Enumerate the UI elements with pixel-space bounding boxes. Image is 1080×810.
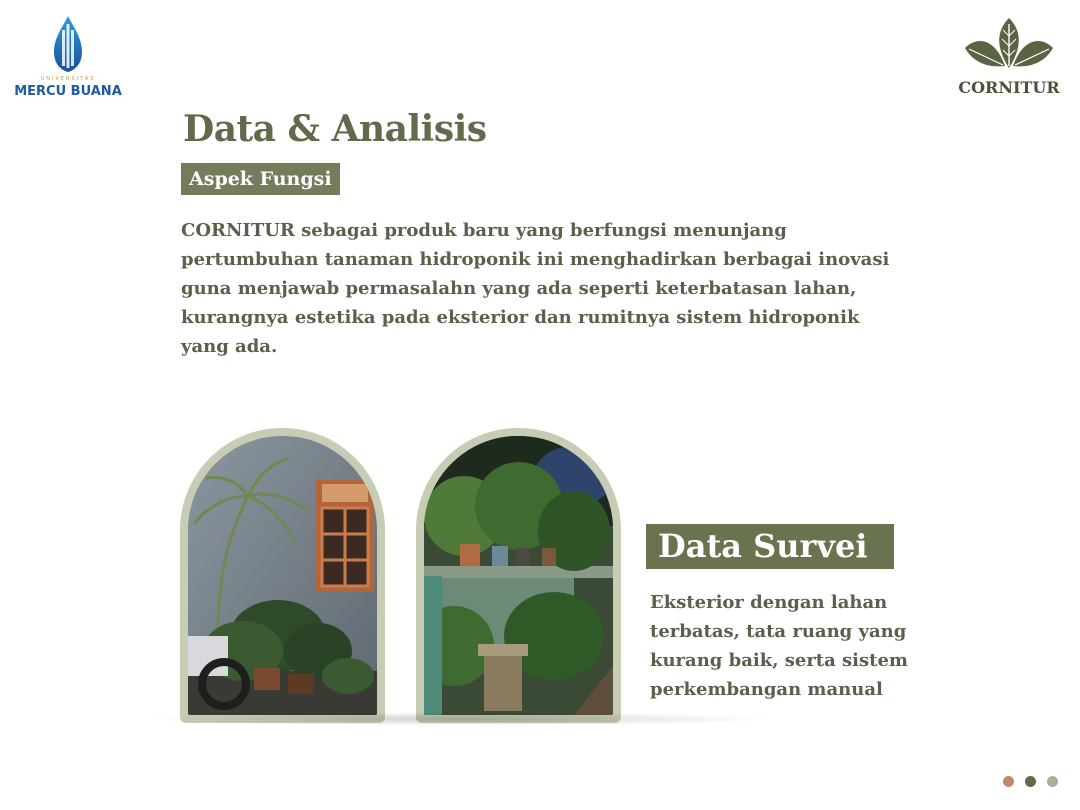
survey-photo-garden <box>416 428 621 723</box>
slide-pager <box>1003 776 1063 788</box>
brand-logo <box>946 16 1072 100</box>
pager-dot-2[interactable] <box>1025 776 1036 787</box>
page-title: Data & Analisis <box>183 108 487 150</box>
university-logo <box>14 14 122 104</box>
intro-paragraph: CORNITUR sebagai produk baru yang berfungsi menunjang pertumbuhan tanaman hidroponik ini menghadirkan berbagai inovasi guna menjawab permasalahn yang ada seperti keterbatasan lahan, kurangnya estetika pada eksterior dan rumitnya sistem hidroponik yang ada. <box>181 220 890 357</box>
brand-logo-name: CORNITUR <box>958 78 1060 97</box>
exterior-photo-image <box>188 436 377 715</box>
pager-dot-1[interactable] <box>1003 776 1014 787</box>
university-logo-small-text: UNIVERSITAS <box>40 76 96 82</box>
leaf-icon <box>963 16 1055 74</box>
survey-description: Eksterior dengan lahan terbatas, tata ruang yang kurang baik, serta sistem perkembangan manual <box>650 592 908 700</box>
survey-photo-exterior <box>180 428 385 723</box>
university-logo-name: MERCU BUANA <box>14 84 122 99</box>
photos-shadow <box>140 712 780 726</box>
survey-title: Data Survei <box>646 524 894 569</box>
section-label: Aspek Fungsi <box>181 163 340 195</box>
mercu-buana-logo-icon <box>50 14 86 72</box>
garden-photo-image <box>424 436 613 715</box>
pager-dot-3[interactable] <box>1047 776 1058 787</box>
